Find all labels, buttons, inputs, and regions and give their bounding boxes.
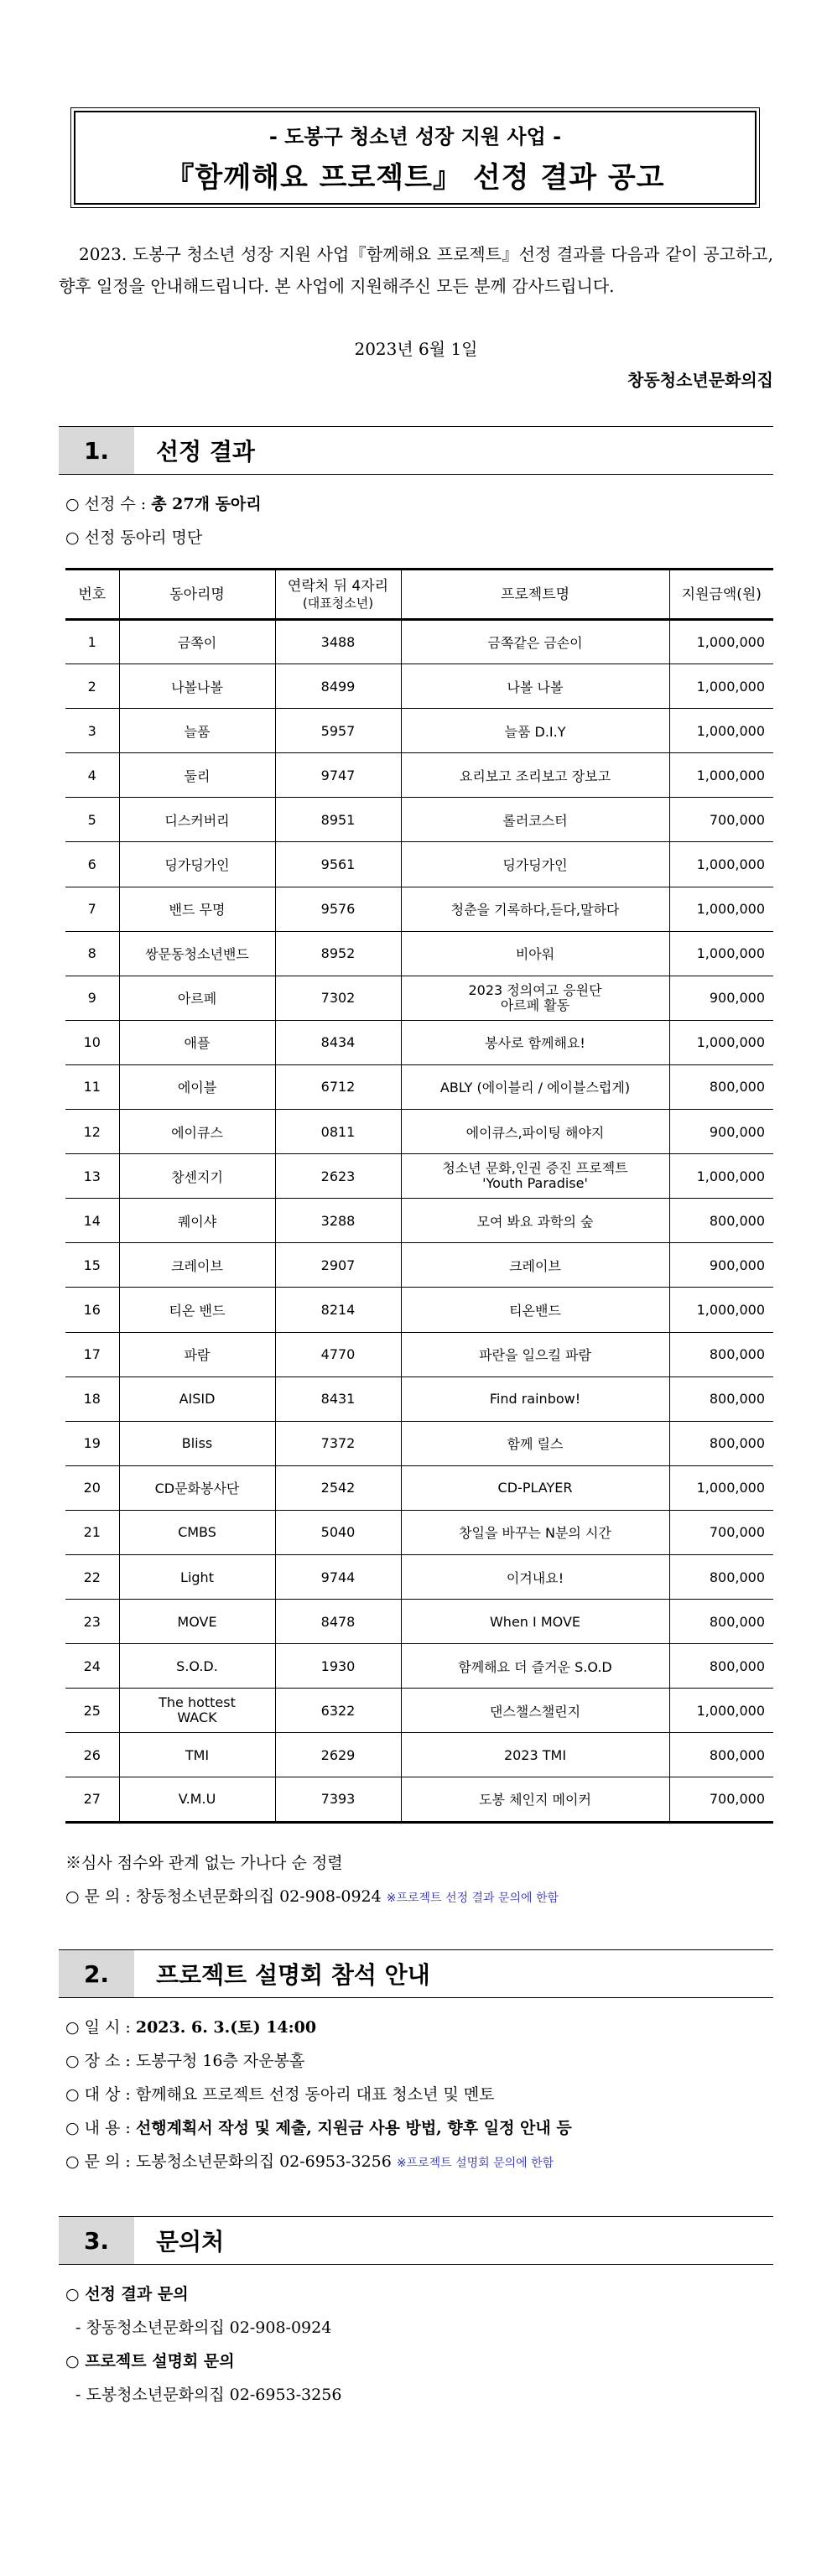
cell-project: CD-PLAYER [401, 1465, 669, 1510]
cell-club: 티온 밴드 [119, 1288, 275, 1332]
table-row [65, 1600, 773, 1644]
cell-amount: 1,000,000 [669, 620, 773, 664]
cell-phone: 1930 [275, 1644, 401, 1689]
cell-phone: 9561 [275, 842, 401, 887]
cell-no: 7 [65, 887, 119, 931]
cell-amount: 1,000,000 [669, 664, 773, 709]
selection-count: ○ 선정 수 : 총 27개 동아리 [65, 495, 262, 513]
cell-amount: 1,000,000 [669, 1288, 773, 1332]
cell-no: 21 [65, 1510, 119, 1554]
cell-project: 청소년 문화,인권 증진 프로젝트 'Youth Paradise' [401, 1154, 669, 1199]
table-row [65, 798, 773, 842]
col-header-club: 동아리명 [119, 570, 275, 620]
col-header-amount: 지원금액(원) [669, 570, 773, 620]
cell-amount: 1,000,000 [669, 931, 773, 976]
table-row [65, 1199, 773, 1243]
cell-no: 20 [65, 1465, 119, 1510]
section-number: 1. [59, 427, 134, 474]
cell-amount: 800,000 [669, 1600, 773, 1644]
cell-amount: 1,000,000 [669, 1154, 773, 1199]
info-item: ○ 내 용 : 선행계획서 작성 및 제출, 지원금 사용 방법, 향후 일정 안내 등 [65, 2119, 572, 2137]
col-header-phone: 연락처 뒤 4자리 (대표청소년) [275, 570, 401, 620]
cell-project: 2023 정의여고 응원단 아르페 활동 [401, 976, 669, 1020]
cell-amount: 800,000 [669, 1554, 773, 1599]
cell-amount: 1,000,000 [669, 1689, 773, 1733]
title-box [70, 107, 760, 208]
cell-phone: 8434 [275, 1020, 401, 1064]
cell-no: 19 [65, 1421, 119, 1465]
cell-amount: 700,000 [669, 1510, 773, 1554]
table-row [65, 887, 773, 931]
table-row [65, 1376, 773, 1421]
cell-phone: 8952 [275, 931, 401, 976]
col-header-project: 프로젝트명 [401, 570, 669, 620]
cell-phone: 6322 [275, 1689, 401, 1733]
table-row [65, 1644, 773, 1689]
cell-project: 함께 릴스 [401, 1421, 669, 1465]
cell-no: 24 [65, 1644, 119, 1689]
cell-project: 2023 TMI [401, 1733, 669, 1777]
cell-club: CD문화봉사단 [119, 1465, 275, 1510]
cell-amount: 900,000 [669, 1243, 773, 1288]
cell-project: 딩가딩가인 [401, 842, 669, 887]
cell-phone: 5040 [275, 1510, 401, 1554]
cell-no: 1 [65, 620, 119, 664]
cell-club: 아르페 [119, 976, 275, 1020]
cell-project: 늘품 D.I.Y [401, 709, 669, 753]
section-1-inquiry: ○ 문 의 : 창동청소년문화의집 02-908-0924 ※프로젝트 선정 결과 문의에 한함 [65, 1887, 559, 1906]
intro-paragraph: 2023. 도봉구 청소년 성장 지원 사업『함께해요 프로젝트』선정 결과를 다음과 같이 공고하고, 향후 일정을 안내해드립니다. 본 사업에 지원해주신 모든 분께 감사드립니다. [59, 244, 773, 296]
cell-project: ABLY (에이블리 / 에이블스럽게) [401, 1064, 669, 1109]
cell-club: CMBS [119, 1510, 275, 1554]
cell-no: 26 [65, 1733, 119, 1777]
table-header-row [65, 570, 773, 620]
section-number: 2. [59, 1950, 134, 1997]
section-1-header [59, 426, 773, 475]
cell-club: 파람 [119, 1332, 275, 1376]
cell-no: 25 [65, 1689, 119, 1733]
table-row [65, 1421, 773, 1465]
cell-amount: 1,000,000 [669, 1465, 773, 1510]
cell-club: Bliss [119, 1421, 275, 1465]
cell-project: 롤러코스터 [401, 798, 669, 842]
cell-no: 27 [65, 1777, 119, 1822]
cell-project: Find rainbow! [401, 1376, 669, 1421]
cell-no: 23 [65, 1600, 119, 1644]
cell-phone: 8431 [275, 1376, 401, 1421]
cell-club: AISID [119, 1376, 275, 1421]
table-row [65, 1154, 773, 1199]
cell-club: Light [119, 1554, 275, 1599]
cell-project: 창일을 바꾸는 N분의 시간 [401, 1510, 669, 1554]
cell-no: 13 [65, 1154, 119, 1199]
cell-club: V.M.U [119, 1777, 275, 1822]
table-row [65, 1064, 773, 1109]
cell-club: 에이블 [119, 1064, 275, 1109]
table-row [65, 620, 773, 664]
cell-amount: 1,000,000 [669, 709, 773, 753]
section-number: 3. [59, 2217, 134, 2264]
cell-phone: 2629 [275, 1733, 401, 1777]
table-row [65, 842, 773, 887]
cell-club: 나볼나볼 [119, 664, 275, 709]
cell-phone: 7393 [275, 1777, 401, 1822]
cell-project: 이겨내요! [401, 1554, 669, 1599]
section-title: 프로젝트 설명회 참석 안내 [156, 1961, 430, 1989]
results-table [65, 568, 773, 1824]
cell-project: 도봉 체인지 메이커 [401, 1777, 669, 1822]
contact-group-title: ○ 프로젝트 설명회 문의 [65, 2352, 235, 2370]
cell-project: 티온밴드 [401, 1288, 669, 1332]
cell-club: 금쪽이 [119, 620, 275, 664]
table-row [65, 1332, 773, 1376]
cell-project: 댄스챌스챌린지 [401, 1689, 669, 1733]
cell-project: 모여 봐요 과학의 숲 [401, 1199, 669, 1243]
cell-phone: 6712 [275, 1064, 401, 1109]
cell-amount: 800,000 [669, 1199, 773, 1243]
cell-amount: 800,000 [669, 1376, 773, 1421]
cell-no: 4 [65, 753, 119, 798]
cell-no: 15 [65, 1243, 119, 1288]
cell-club: 에이큐스 [119, 1110, 275, 1154]
table-row [65, 1288, 773, 1332]
cell-project: 함께해요 더 즐거운 S.O.D [401, 1644, 669, 1689]
table-row [65, 664, 773, 709]
cell-project: 에이큐스,파이팅 해야지 [401, 1110, 669, 1154]
section-title: 선정 결과 [156, 438, 255, 466]
table-row [65, 1243, 773, 1288]
col-header-no: 번호 [65, 570, 119, 620]
cell-amount: 800,000 [669, 1064, 773, 1109]
cell-project: 비아워 [401, 931, 669, 976]
cell-club: S.O.D. [119, 1644, 275, 1689]
cell-amount: 800,000 [669, 1332, 773, 1376]
cell-phone: 8214 [275, 1288, 401, 1332]
cell-project: 봉사로 함께해요! [401, 1020, 669, 1064]
info-item: ○ 일 시 : 2023. 6. 3.(토) 14:00 [65, 2018, 317, 2037]
table-row [65, 1465, 773, 1510]
cell-project: 나볼 나볼 [401, 664, 669, 709]
cell-amount: 800,000 [669, 1421, 773, 1465]
section-2-header [59, 1949, 773, 1998]
cell-no: 17 [65, 1332, 119, 1376]
cell-no: 5 [65, 798, 119, 842]
cell-phone: 0811 [275, 1110, 401, 1154]
announcement-date: 2023년 6월 1일 [354, 339, 478, 359]
cell-club: 밴드 무명 [119, 887, 275, 931]
table-row [65, 1777, 773, 1822]
info-item: ○ 대 상 : 함께해요 프로젝트 선정 동아리 대표 청소년 및 멘토 [65, 2085, 495, 2104]
cell-phone: 9747 [275, 753, 401, 798]
cell-phone: 7372 [275, 1421, 401, 1465]
cell-project: 크레이브 [401, 1243, 669, 1288]
cell-amount: 700,000 [669, 1777, 773, 1822]
cell-project: 금쪽같은 금손이 [401, 620, 669, 664]
cell-phone: 3288 [275, 1199, 401, 1243]
table-row [65, 709, 773, 753]
selection-list-label: ○ 선정 동아리 명단 [65, 528, 203, 547]
table-row [65, 1554, 773, 1599]
cell-phone: 2623 [275, 1154, 401, 1199]
cell-no: 18 [65, 1376, 119, 1421]
cell-club: TMI [119, 1733, 275, 1777]
cell-no: 3 [65, 709, 119, 753]
cell-club: 애플 [119, 1020, 275, 1064]
cell-no: 10 [65, 1020, 119, 1064]
cell-phone: 8951 [275, 798, 401, 842]
table-row [65, 753, 773, 798]
cell-club: 퀘이샤 [119, 1199, 275, 1243]
sort-footnote: ※심사 점수와 관계 없는 가나다 순 정렬 [65, 1854, 343, 1872]
cell-no: 2 [65, 664, 119, 709]
cell-amount: 1,000,000 [669, 842, 773, 887]
cell-phone: 9744 [275, 1554, 401, 1599]
cell-amount: 900,000 [669, 1110, 773, 1154]
cell-amount: 1,000,000 [669, 1020, 773, 1064]
cell-no: 22 [65, 1554, 119, 1599]
cell-project: 청춘을 기록하다,듣다,말하다 [401, 887, 669, 931]
cell-club: 창센지기 [119, 1154, 275, 1199]
cell-club: 늘품 [119, 709, 275, 753]
cell-phone: 8478 [275, 1600, 401, 1644]
cell-no: 9 [65, 976, 119, 1020]
table-row [65, 976, 773, 1020]
page-subtitle: - 도봉구 청소년 성장 지원 사업 - [268, 125, 562, 148]
cell-no: 6 [65, 842, 119, 887]
cell-no: 14 [65, 1199, 119, 1243]
info-item: ○ 장 소 : 도봉구청 16층 자운봉홀 [65, 2052, 305, 2070]
cell-phone: 3488 [275, 620, 401, 664]
table-row [65, 1020, 773, 1064]
cell-no: 8 [65, 931, 119, 976]
table-row [65, 1733, 773, 1777]
section-3-header [59, 2216, 773, 2265]
cell-phone: 2907 [275, 1243, 401, 1288]
contact-group-detail: - 창동청소년문화의집 02-908-0924 [75, 2318, 332, 2337]
cell-club: 딩가딩가인 [119, 842, 275, 887]
cell-amount: 800,000 [669, 1644, 773, 1689]
cell-project: 요리보고 조리보고 장보고 [401, 753, 669, 798]
cell-amount: 1,000,000 [669, 753, 773, 798]
cell-phone: 4770 [275, 1332, 401, 1376]
cell-phone: 2542 [275, 1465, 401, 1510]
cell-phone: 5957 [275, 709, 401, 753]
cell-project: 파란을 일으킬 파람 [401, 1332, 669, 1376]
cell-amount: 800,000 [669, 1733, 773, 1777]
cell-amount: 1,000,000 [669, 887, 773, 931]
table-row [65, 1110, 773, 1154]
info-item: ○ 문 의 : 도봉청소년문화의집 02-6953-3256 ※프로젝트 설명회 문의에 한함 [65, 2152, 554, 2171]
cell-phone: 9576 [275, 887, 401, 931]
cell-club: 둘리 [119, 753, 275, 798]
cell-amount: 700,000 [669, 798, 773, 842]
cell-no: 16 [65, 1288, 119, 1332]
cell-amount: 900,000 [669, 976, 773, 1020]
cell-no: 12 [65, 1110, 119, 1154]
cell-no: 11 [65, 1064, 119, 1109]
contact-group-title: ○ 선정 결과 문의 [65, 2285, 189, 2303]
cell-phone: 8499 [275, 664, 401, 709]
table-row [65, 1689, 773, 1733]
organization-name: 창동청소년문화의집 [627, 370, 773, 390]
table-row [65, 1510, 773, 1554]
page-title: 『함께해요 프로젝트』 선정 결과 공고 [165, 161, 665, 195]
cell-club: 크레이브 [119, 1243, 275, 1288]
cell-club: The hottest WACK [119, 1689, 275, 1733]
cell-phone: 7302 [275, 976, 401, 1020]
section-title: 문의처 [156, 2228, 225, 2256]
cell-club: 디스커버리 [119, 798, 275, 842]
cell-club: 쌍문동청소년밴드 [119, 931, 275, 976]
contact-group-detail: - 도봉청소년문화의집 02-6953-3256 [75, 2386, 342, 2404]
cell-project: When I MOVE [401, 1600, 669, 1644]
cell-club: MOVE [119, 1600, 275, 1644]
table-row [65, 931, 773, 976]
